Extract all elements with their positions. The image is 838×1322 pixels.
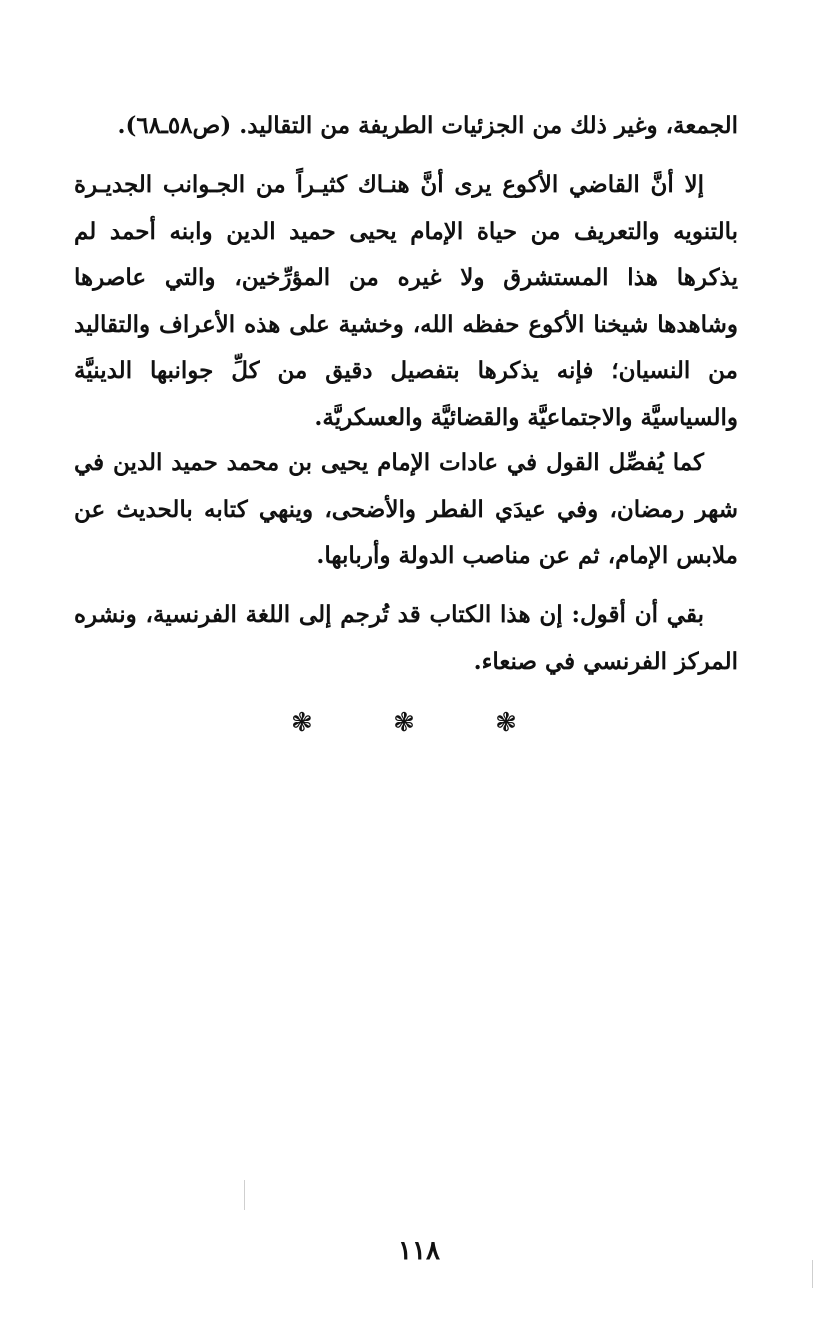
asterism-icon: ❃ [393, 708, 445, 738]
scan-edge-mark [244, 1180, 245, 1210]
paragraph-continuation: الجمعة، وغير ذلك من الجزئيات الطريفة من التقاليد. (ص٥٨ـ٦٨). [117, 112, 738, 139]
asterism-icon: ❃ [291, 708, 343, 738]
paragraph-translation-note: بقي أن أقول: إن هذا الكتاب قد تُرجم إلى اللغة الفرنسية، ونشره المركز الفرنسي في صنعاء. [74, 601, 738, 675]
page-number: ١١٨ [398, 1236, 440, 1266]
paragraph-ramadan-customs: كما يُفصِّل القول في عادات الإمام يحيى بن محمد حميد الدين في شهر رمضان، وفي عيدَي الفطر والأضحى، وينهي كتابه بالحديث عن ملابس الإمام، ثم عن مناصب الدولة وأربابها. [74, 449, 738, 569]
scan-edge-mark [812, 1260, 813, 1288]
paragraph-akwa-views: إلا أنَّ القاضي الأكوع يرى أنَّ هنـاك كثيـراً من الجـوانب الجديـرة بالتنويه والتعريف من حياة الإمام يحيى حميد الدين وابنه أحمد لم يذكرها هذا المستشرق ولا غيره من المؤرِّخين، والتي عاصرها وشاهدها شيخنا الأكوع حفظه الله، وخشية على هذه الأعراف والتقاليد من النسيان؛ فإنه يذكرها بتفصيل دقيق من كلِّ جوانبها الدينيَّة والسياسيَّة والاجتماعيَّة والقضائيَّة والعسكريَّة. [74, 171, 738, 431]
asterism-icon: ❃ [495, 708, 547, 738]
section-separator [0, 708, 838, 738]
